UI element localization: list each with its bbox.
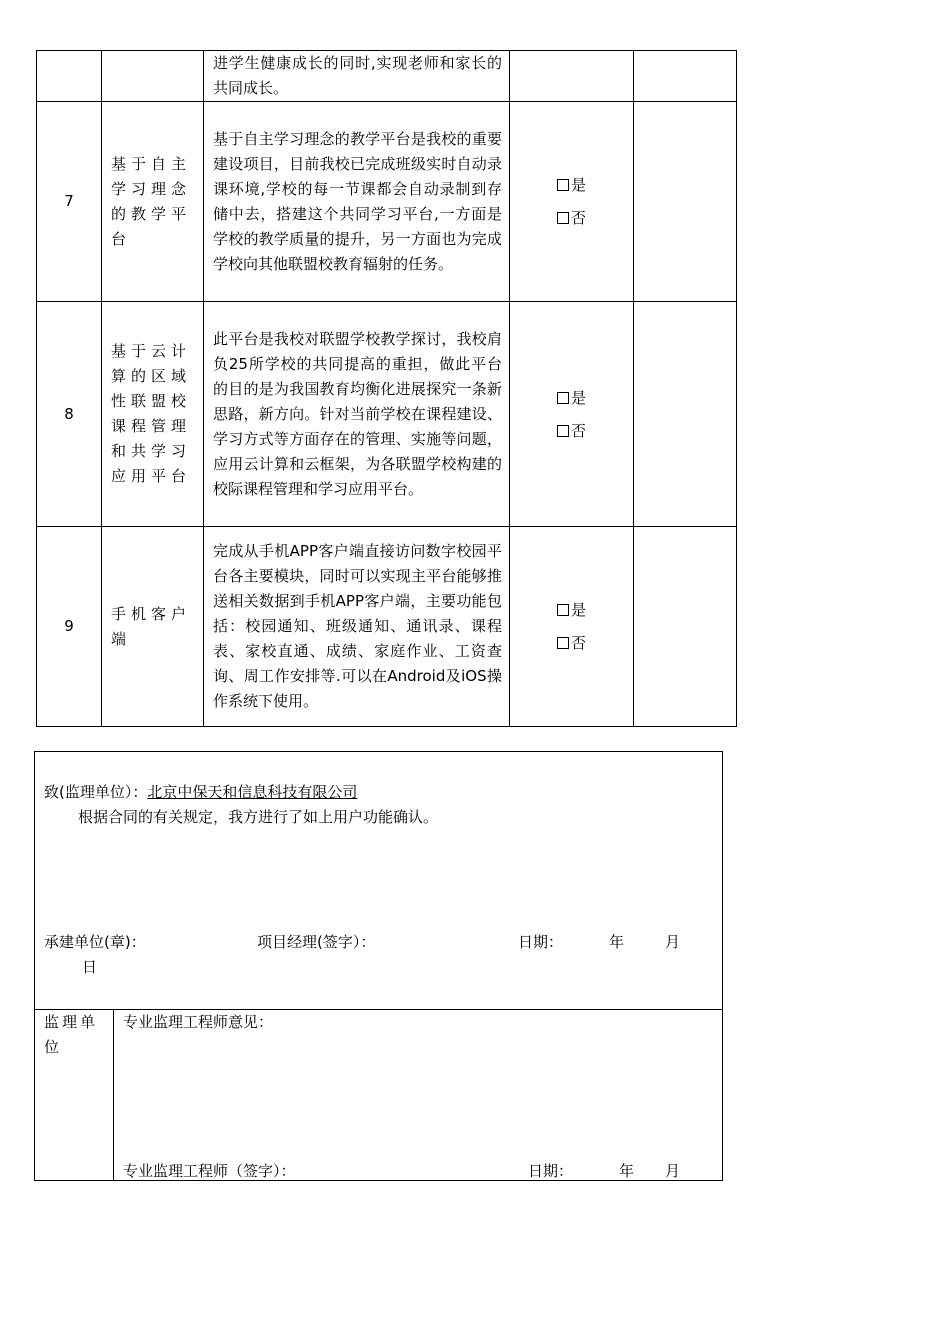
feature-description: 基于自主学习理念的教学平台是我校的重要建设项目，目前我校已完成班级实时自动录课环境,学校的每一节课都会自动录制到存储中去，搭建这个共同学习平台,一方面是学校的教学质量的提升，另一方面也为完成学校向其他联盟校教育辐射的任务。 (204, 102, 510, 302)
option-yes[interactable] (510, 598, 633, 622)
checkbox-label-yes: 是 (570, 388, 586, 407)
to-label: 致(监理单位）： (44, 783, 148, 801)
row-number: 9 (37, 527, 102, 727)
supervisor-unit-label-2: 位 (44, 1038, 60, 1056)
feature-name (102, 51, 204, 102)
checkbox-yes[interactable] (557, 392, 569, 404)
row-number (37, 51, 102, 102)
month-label-2: 月 (665, 1162, 681, 1180)
checkbox-no[interactable] (557, 637, 569, 649)
confirm-options (510, 102, 634, 302)
option-no[interactable] (510, 419, 633, 443)
year-label-2: 年 (619, 1162, 635, 1180)
table-row (37, 51, 737, 102)
checkbox-no[interactable] (557, 425, 569, 437)
engineer-signature-label: 专业监理工程师（签字）： (123, 1162, 296, 1180)
column-divider (113, 1009, 114, 1180)
option-yes[interactable] (510, 173, 633, 197)
option-no[interactable] (510, 206, 633, 230)
option-no[interactable] (510, 631, 633, 655)
row-number: 7 (37, 102, 102, 302)
day-label: 日 (82, 958, 98, 976)
row-number: 8 (37, 302, 102, 527)
date-label: 日期： (518, 933, 564, 951)
confirm-options (510, 527, 634, 727)
contractor-section (35, 752, 722, 1010)
engineer-opinion-label: 专业监理工程师意见： (123, 1013, 274, 1031)
table-row (37, 302, 737, 527)
date-label-2: 日期： (528, 1162, 574, 1180)
option-yes[interactable] (510, 386, 633, 410)
feature-table (36, 50, 737, 727)
table-row (37, 527, 737, 727)
feature-description: 此平台是我校对联盟学校教学探讨，我校肩负25所学校的共同提高的重担，做此平台的目的是为我国教育均衡化进展探究一条新思路，新方向。针对当前学校在课程建设、学习方式等方面存在的管理、实施等问题，应用云计算和云框架，为各联盟学校构建的校际课程管理和学习应用平台。 (204, 302, 510, 527)
checkbox-label-yes: 是 (570, 176, 586, 194)
checkbox-no[interactable] (557, 212, 569, 224)
checkbox-label-no: 否 (570, 634, 586, 652)
feature-description: 完成从手机APP客户端直接访问数字校园平台各主要模块，同时可以实现主平台能够推送相关数据到手机APP客户端，主要功能包括：校园通知、班级通知、通讯录、课程表、家校直通、成绩、家庭作业、工资查询、周工作安排等.可以在Android及iOS操作系统下使用。 (204, 527, 510, 727)
remarks-cell (634, 302, 737, 527)
project-manager-label: 项目经理(签字）： (257, 933, 376, 951)
remarks-cell (634, 51, 737, 102)
table-row (37, 102, 737, 302)
confirmation-form (34, 751, 723, 1181)
confirm-options (510, 302, 634, 527)
checkbox-label-no: 否 (570, 209, 586, 227)
month-label: 月 (665, 933, 681, 951)
feature-description: 进学生健康成长的同时,实现老师和家长的共同成长。 (204, 51, 510, 102)
year-label: 年 (609, 933, 625, 951)
feature-name: 基于自主学习理念的教学平台 (102, 102, 204, 302)
supervisor-unit-label-1: 监理单 (44, 1013, 99, 1031)
checkbox-label-yes: 是 (570, 601, 586, 619)
remarks-cell (634, 527, 737, 727)
confirm-options (510, 51, 634, 102)
checkbox-yes[interactable] (557, 604, 569, 616)
feature-name: 手机客户端 (102, 527, 204, 727)
feature-name: 基于云计算的区域性联盟校课程管理和共学习应用平台 (102, 302, 204, 527)
supervisor-company-name: 北京中保天和信息科技有限公司 (147, 783, 358, 801)
remarks-cell (634, 102, 737, 302)
checkbox-yes[interactable] (557, 179, 569, 191)
contractor-label: 承建单位(章)： (44, 933, 146, 951)
confirm-statement: 根据合同的有关规定，我方进行了如上用户功能确认。 (78, 808, 439, 826)
checkbox-label-no: 否 (570, 421, 586, 440)
